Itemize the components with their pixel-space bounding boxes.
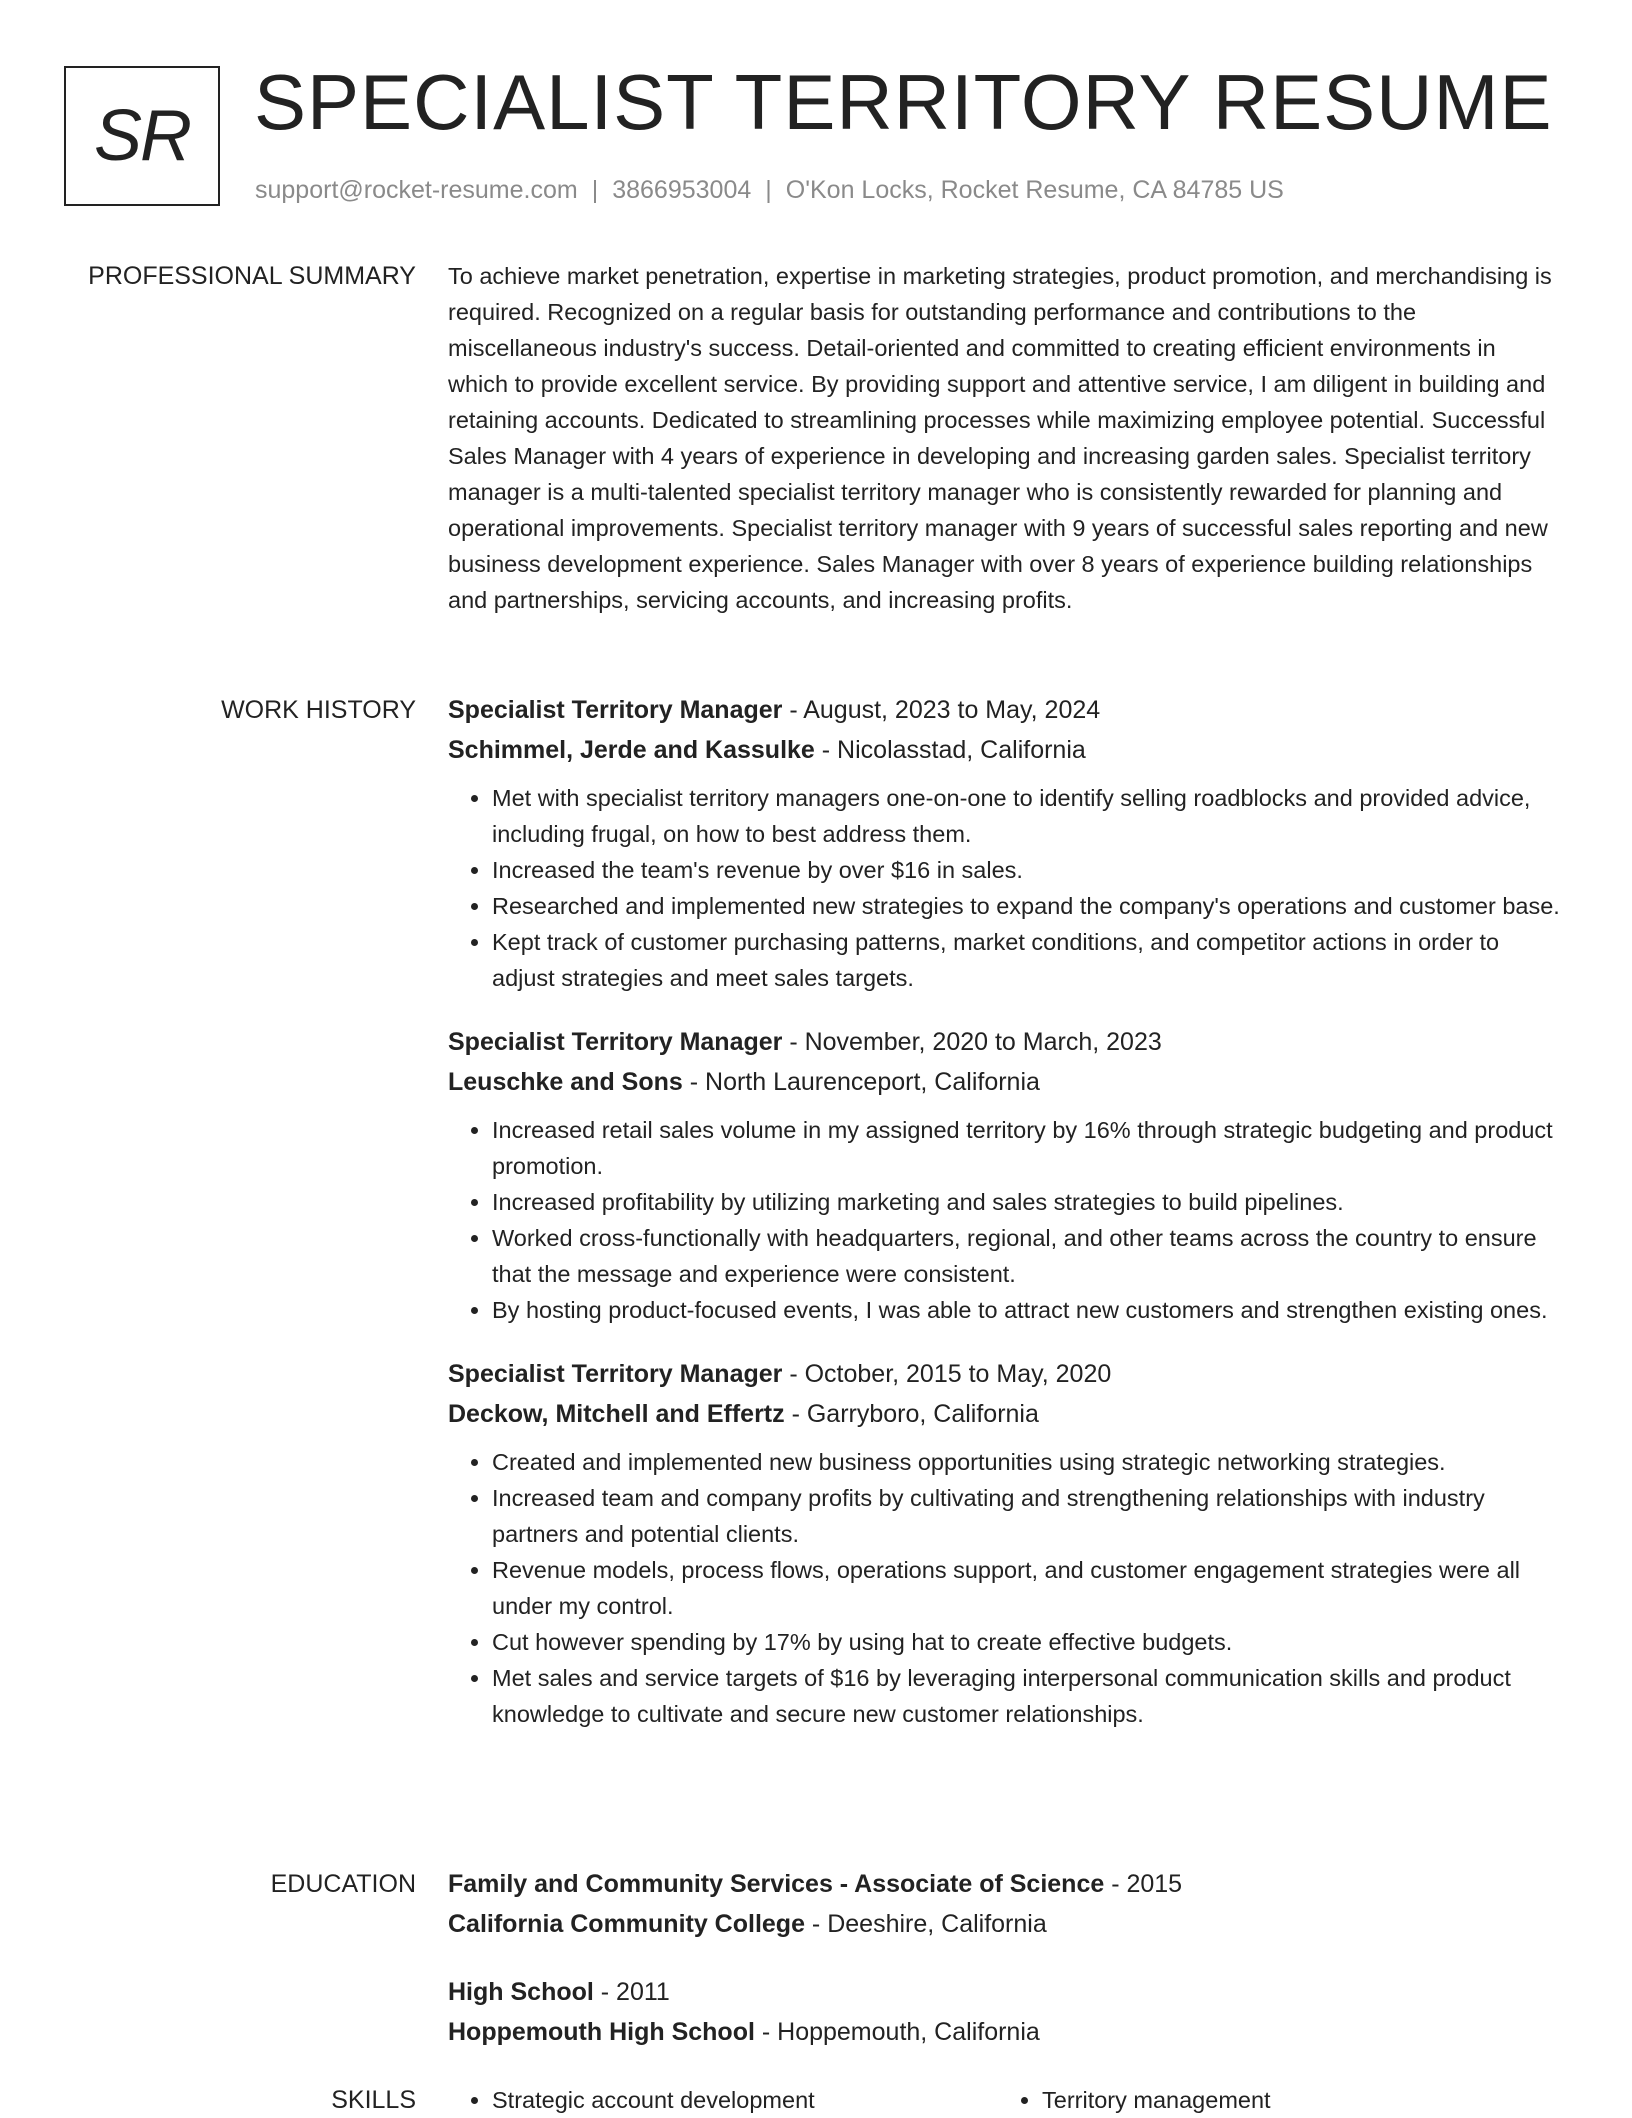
- job-entry: [448, 1022, 1560, 1328]
- education-body: [448, 1864, 1560, 2080]
- job-bullet: • Increased retail sales volume in my assigned territory by 16% through strategic budgeting and product promotion.: [492, 1112, 1560, 1184]
- job-bullets: [448, 780, 1560, 996]
- job-company: Leuschke and Sons: [448, 1068, 683, 1096]
- job-bullet: • Kept track of customer purchasing patterns, market conditions, and competitor actions in order to adjust strategies and meet sales targets.: [492, 924, 1560, 996]
- job-company-line: [448, 1062, 1560, 1102]
- section-label-summary: PROFESSIONAL SUMMARY: [88, 262, 416, 290]
- job-dates: - November, 2020 to March, 2023: [782, 1028, 1162, 1056]
- job-company-line: [448, 1394, 1560, 1434]
- education-school-line: [448, 1904, 1560, 1944]
- education-entry: [448, 1972, 1560, 2052]
- skills-columns: [448, 2082, 1560, 2118]
- job-location: - Garryboro, California: [784, 1400, 1039, 1428]
- job-title-line: [448, 690, 1560, 730]
- job-company-line: [448, 730, 1560, 770]
- job-title-line: [448, 1022, 1560, 1062]
- monogram-box: [64, 66, 220, 206]
- job-title-line: [448, 1354, 1560, 1394]
- education-degree-line: [448, 1972, 1560, 2012]
- contact-separator: |: [765, 176, 772, 204]
- job-title: Specialist Territory Manager: [448, 1360, 783, 1388]
- job-bullets: [448, 1112, 1560, 1328]
- education-degree: Family and Community Services - Associate of Science: [448, 1870, 1105, 1898]
- job-entry: [448, 1354, 1560, 1732]
- skill-item: • Territory management: [1042, 2082, 1548, 2118]
- education-year: - 2015: [1104, 1870, 1183, 1898]
- job-bullet: • Increased profitability by utilizing marketing and sales strategies to build pipelines.: [492, 1184, 1560, 1220]
- education-year: - 2011: [593, 1978, 670, 2006]
- contact-email[interactable]: support@rocket-resume.com: [255, 176, 578, 204]
- job-bullet: • Increased team and company profits by cultivating and strengthening relationships with industry partners and potential clients.: [492, 1480, 1560, 1552]
- education-location: - Deeshire, California: [804, 1910, 1047, 1938]
- education-school: Hoppemouth High School: [448, 2018, 755, 2046]
- skills-body: [448, 2082, 1560, 2118]
- job-location: - Nicolasstad, California: [814, 736, 1086, 764]
- section-label-skills: SKILLS: [331, 2086, 416, 2114]
- skills-column-1: [448, 2082, 998, 2118]
- job-bullet: • Met sales and service targets of $16 by leveraging interpersonal communication skills and product knowledge to cultivate and secure new customer relationships.: [492, 1660, 1560, 1732]
- job-bullet: • Revenue models, process flows, operations support, and customer engagement strategies were all under my control.: [492, 1552, 1560, 1624]
- contact-phone[interactable]: 3866953004: [612, 176, 752, 204]
- job-company: Deckow, Mitchell and Effertz: [448, 1400, 785, 1428]
- job-bullet: • Created and implemented new business opportunities using strategic networking strategies.: [492, 1444, 1560, 1480]
- monogram-initials: SR: [93, 96, 191, 176]
- contact-line: [255, 176, 1284, 205]
- job-bullets: [448, 1444, 1560, 1732]
- summary-text: To achieve market penetration, expertise in marketing strategies, product promotion, and merchandising is required. Recognized on a regular basis for outstanding performance and contributions to the miscellaneous industry's success. Detail-oriented and committed to creating efficient environments in which to provide excellent service. By providing support and attentive service, I am diligent in building and retaining accounts. Dedicated to streamlining processes while maximizing employee potential. Successful Sales Manager with 4 years of experience in developing and increasing garden sales. Specialist territory manager is a multi-talented specialist territory manager who is consistently rewarded for planning and operational improvements. Specialist territory manager with 9 years of successful sales reporting and new business development experience. Sales Manager with over 8 years of experience building relationships and partnerships, servicing accounts, and increasing profits.: [448, 263, 1552, 613]
- education-school-line: [448, 2012, 1560, 2052]
- education-location: - Hoppemouth, California: [754, 2018, 1040, 2046]
- job-dates: - October, 2015 to May, 2020: [782, 1360, 1112, 1388]
- contact-separator: |: [591, 176, 599, 204]
- job-entry: [448, 690, 1560, 996]
- skills-column-2: [998, 2082, 1548, 2118]
- summary-body: [448, 258, 1560, 618]
- education-degree-line: [448, 1864, 1560, 1904]
- job-bullet: • By hosting product-focused events, I was able to attract new customers and strengthen existing ones.: [492, 1292, 1560, 1328]
- education-entry: [448, 1864, 1560, 1944]
- job-bullet: • Worked cross-functionally with headquarters, regional, and other teams across the country to ensure that the message and experience were consistent.: [492, 1220, 1560, 1292]
- job-bullet: • Cut however spending by 17% by using hat to create effective budgets.: [492, 1624, 1560, 1660]
- section-label-education: EDUCATION: [270, 1870, 416, 1898]
- contact-address: O'Kon Locks, Rocket Resume, CA 84785 US: [785, 176, 1284, 204]
- job-company: Schimmel, Jerde and Kassulke: [448, 736, 815, 764]
- job-title: Specialist Territory Manager: [448, 1028, 783, 1056]
- job-bullet: • Increased the team's revenue by over $16 in sales.: [492, 852, 1560, 888]
- job-dates: - August, 2023 to May, 2024: [782, 696, 1101, 724]
- job-location: - North Laurenceport, California: [682, 1068, 1040, 1096]
- resume-title: SPECIALIST TERRITORY RESUME: [254, 58, 1553, 146]
- skill-item: • Strategic account development: [492, 2082, 998, 2118]
- work-history-body: [448, 690, 1560, 1758]
- job-title: Specialist Territory Manager: [448, 696, 783, 724]
- education-degree: High School: [448, 1978, 594, 2006]
- job-bullet: • Researched and implemented new strategies to expand the company's operations and customer base.: [492, 888, 1560, 924]
- job-bullet: • Met with specialist territory managers one-on-one to identify selling roadblocks and provided advice, including frugal, on how to best address them.: [492, 780, 1560, 852]
- education-school: California Community College: [448, 1910, 805, 1938]
- section-label-work-history: WORK HISTORY: [221, 696, 416, 724]
